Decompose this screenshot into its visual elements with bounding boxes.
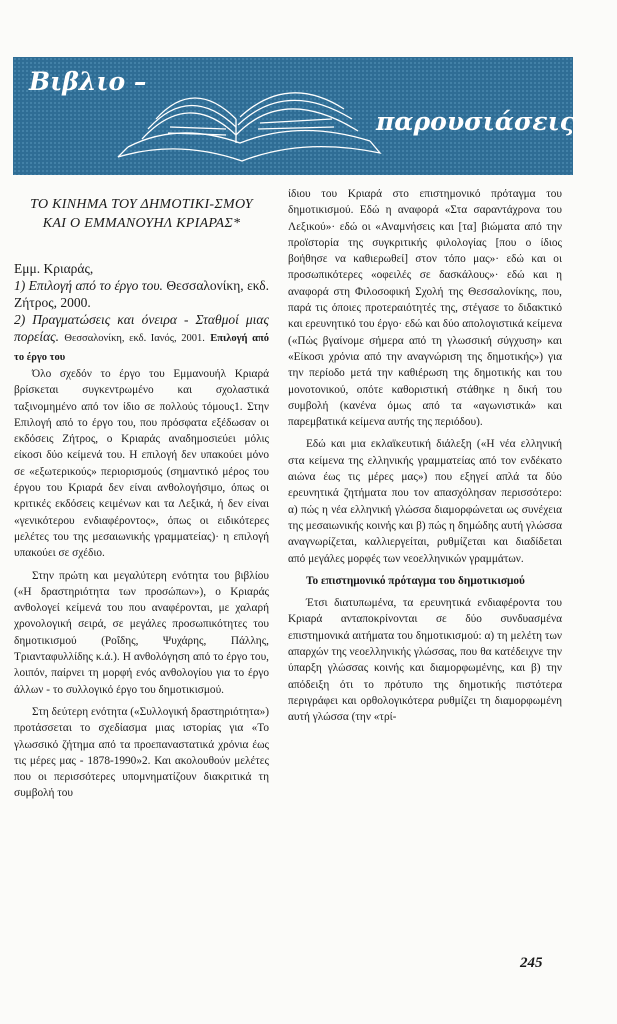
reference-1 xyxy=(14,277,269,311)
body-paragraph: Στην πρώτη και μεγαλύτερη ενότητα του βιβλίου («Η δραστηριότητα των προσώπων»), ο Κριαράς ανθολογεί κείμενά του που αναφέρονται, με χαλαρή χρονολογική σειρά, σε μεγάλες προσωπικότητες του δημοτικισμού (Ροΐδης, Ψυχάρης, Πάλλης, Τριανταφυλλίδης κ.ά.). Η ανθολόγηση από το έργο του, λοιπόν, παίρνει τη μορφή ενός ανθολογίου για το έργο άλλων - το συλλογικό έργο του δημοτικισμού. xyxy=(14,569,269,696)
banner-left-text: Βιβλιο – xyxy=(29,67,147,96)
subheading-scientific-goal: Το επιστημονικό πρόταγμα του δημοτικισμού xyxy=(306,574,525,587)
subheading-selection: Επιλογή από το έργο του xyxy=(14,333,269,363)
left-column xyxy=(14,190,269,802)
author-name: Εμμ. Κριαράς, xyxy=(14,261,94,276)
body-paragraph: Εδώ και μια εκλαϊκευτική διάλεξη («Η νέα ελληνική στα κείμενα της ελληνικής γραμματείας από τον ενδέκατο αιώνα έως τις μέρες μας») που εξηγεί απλά τα δύο ερευνητικά ζητήματα που τον απασχόλησαν περισσότερο: α) πώς η νέα ελληνική γλώσσα διαμορφώνεται ως συνέχεια της μεσαιωνικής κοινής και β) πώς η δημώδης αυτή γλώσσα αναγνωρίζεται, καλλιεργείται, ρυθμίζεται και διαδίδεται από μεγάλες μορφές των νεοελληνικών γραμμάτων. xyxy=(288,438,562,565)
reference-2-publisher: Θεσσαλονίκη, εκδ. Ιανός, 2001. xyxy=(64,333,205,344)
body-paragraph: ίδιου του Κριαρά στο επιστημονικό πρόταγμα του δημοτικισμού. Εδώ η αναφορά «Στα σαραντάχρονα του Λεξικού»· εδώ οι «Αναμνήσεις και [τα] βιώματα από την προϊστορία της συγκριτικής φιλολογίας [που ο ίδιος βοήθησε να καθιερωθεί] στον τόπο μας»· εδώ και οι προσωπικότερες «οφειλές σε δασκάλους»· εδώ και η αναφορά στη Φιλοσοφική Σχολή της Θεσσαλονίκης, που, παρά τις όποιες προτεραιότητές της, στέγασε το διδακτικό και ερευνητικό του έργο· εδώ και δύο απολογιστικά κείμενα («Πώς βγαίνομε σήμερα από τη γλωσσική σύγχυση» και «Είκοσι χρόνια από την αναγνώριση της δημοτικής») για την περίοδο μετά την καθιέρωση της δημοτικής και του μονοτονικού, οπότε καθοριστική στάθηκε η δική του συμβολή (κανένα όμως από τα «αγωνιστικά» και παρεμβατικά κείμενα αυτής της περιόδου). xyxy=(288,188,562,429)
body-paragraph: Έτσι διατυπωμένα, τα ερευνητικά ενδιαφέροντα του Κριαρά ανταποκρίνονται σε δύο συνδυασμένα επιστημονικά αιτήματα του δημοτικισμού: α) τη μελέτη των απαρχών της νεοελληνικής γλώσσας, που θα κατέδειχνε την ύπαρξη γλώσσας κοινής και διαμορφωμένης, και β) την απόδειξη ότι το πρότυπο της δημοτικής πιστότερα περιγράφει και ορθολογικότερα ρυθμίζει τη διαμορφωμένη αυτή γλώσσα (την «τρί- xyxy=(288,597,562,724)
right-column xyxy=(288,186,562,726)
reference-1-publisher: Θεσσαλονίκη, εκδ. Ζήτρος, 2000. xyxy=(14,278,269,310)
section-banner xyxy=(13,57,573,175)
banner-right-text: παρουσιάσεις xyxy=(376,107,575,136)
open-book-icon xyxy=(108,69,388,173)
reference-1-title: 1) Επιλογή από το έργο του. xyxy=(14,278,163,293)
body-paragraph: Στη δεύτερη ενότητα («Συλλογική δραστηριότητα») προτάσσεται το σχεδίασμα μιας ιστορίας για «Το γλωσσικό ζήτημα από τα προεπαναστατικά χρόνια έως τις μέρες μας - 1878-1990»2. Και ακολουθούν μελέτες που οι περισσότερες υπομνηματίζουν διακριτικά τη συμβολή του xyxy=(14,705,269,800)
reference-2 xyxy=(14,311,269,366)
article-title: ΤΟ ΚΙΝΗΜΑ ΤΟΥ ΔΗΜΟΤΙΚΙ-ΣΜΟΥ ΚΑΙ Ο ΕΜΜΑΝΟΥΗΛ ΚΡΙΑΡΑΣ* xyxy=(30,197,253,231)
page-number: 245 xyxy=(520,955,543,971)
body-paragraph: Όλο σχεδόν το έργο του Εμμανουήλ Κριαρά βρίσκεται συγκεντρωμένο και σχολαστικά ταξινομημένο από τον ίδιο σε πολλούς τόμους1. Στην Επιλογή από το έργο του, που πρόσφατα εξέδωσαν οι εκδόσεις Ζήτρος, ο Κριαράς αναδημοσιεύει μόλις είκοσι δύο κείμενά του. Η επιλογή δεν υπακούει μόνο σε «εξωτερικούς» περιορισμούς (σημαντικό μέρος του έργου του Κριαρά δεν είναι ανθολογήσιμο, όπως οι κριτικές εκδόσεις κειμένων και τα Λεξικά, ή δεν είναι «γενικότερου ενδιαφέροντος», όπως οι ειδικότερες μελέτες του της μεσαιωνικής γραμματείας)· η επιλογή υπακούει σε σχέδιο. xyxy=(14,368,269,560)
reference-2-title: 2) Πραγματώσεις και όνειρα - Σταθμοί μιας πορείας. xyxy=(14,312,269,344)
